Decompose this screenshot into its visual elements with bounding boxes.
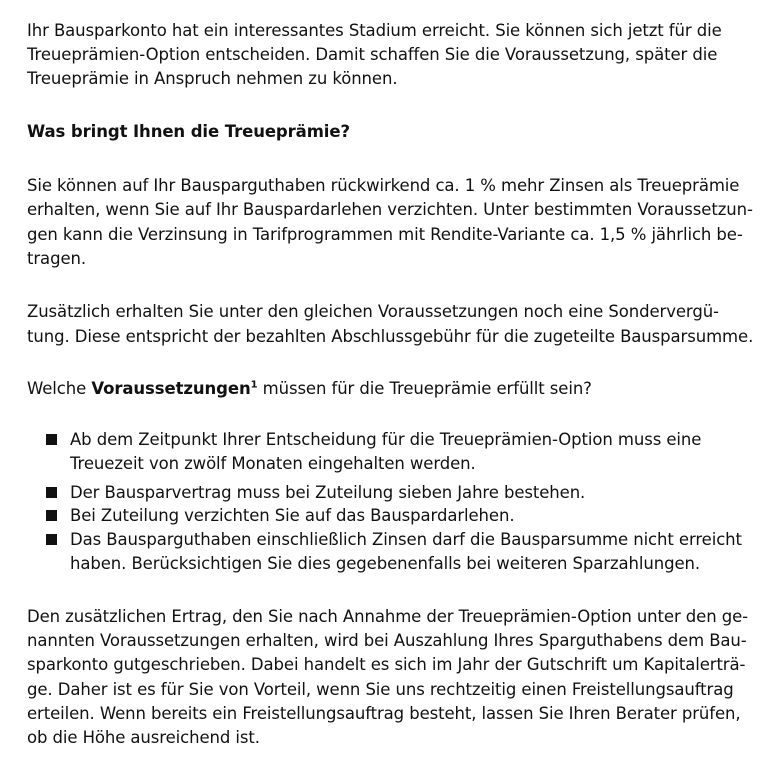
condition-line: Bei Zuteilung verzichten Sie auf das Bauspardarlehen.	[70, 506, 515, 525]
section-heading: Was bringt Ihnen die Treueprämie?	[27, 122, 350, 141]
closing-line: Den zusätzlichen Ertrag, den Sie nach Annahme der Treueprämien-Option unter den ge-	[27, 607, 748, 626]
intro-line: Treueprämie in Anspruch nehmen zu können.	[27, 69, 398, 88]
bonus-line: tung. Diese entspricht der bezahlten Abschlussgebühr für die zugeteilte Bausparsumme.	[27, 327, 754, 346]
question-suffix: müssen für die Treueprämie erfüllt sein?	[257, 379, 592, 398]
closing-line: ob die Höhe ausreichend ist.	[27, 728, 260, 747]
benefit-line: tragen.	[27, 249, 86, 268]
condition-line: Treuezeit von zwölf Monaten eingehalten werden.	[70, 454, 476, 473]
bonus-line: Zusätzlich erhalten Sie unter den gleichen Voraussetzungen noch eine Sondervergü-	[27, 302, 719, 321]
intro-line: Treueprämien-Option entscheiden. Damit schaffen Sie die Voraussetzung, später die	[27, 45, 718, 64]
conditions-question	[27, 378, 592, 400]
benefit-line: erhalten, wenn Sie auf Ihr Bauspardarlehen verzichten. Unter bestimmten Voraussetzun-	[27, 200, 753, 219]
bullet-square-icon	[46, 510, 57, 521]
benefit-line: Sie können auf Ihr Bausparguthaben rückwirkend ca. 1 % mehr Zinsen als Treueprämie	[27, 176, 740, 195]
condition-line: Der Bausparvertrag muss bei Zuteilung sieben Jahre bestehen.	[70, 483, 586, 502]
condition-line: Ab dem Zeitpunkt Ihrer Entscheidung für die Treueprämien-Option muss eine	[70, 430, 702, 449]
closing-line: erteilen. Wenn bereits ein Freistellungsauftrag besteht, lassen Sie Ihren Berater prüfen,	[27, 704, 741, 723]
benefit-line: gen kann die Verzinsung in Tarifprogrammen mit Rendite-Variante ca. 1,5 % jährlich be-	[27, 225, 743, 244]
condition-line: haben. Berücksichtigen Sie dies gegebenenfalls bei weiteren Sparzahlungen.	[70, 554, 701, 573]
intro-line: Ihr Bausparkonto hat ein interessantes Stadium erreicht. Sie können sich jetzt für die	[27, 21, 722, 40]
closing-line: sparkonto gutgeschrieben. Dabei handelt es sich im Jahr der Gutschrift um Kapitalerträ-	[27, 655, 746, 674]
footnote-marker: 1	[250, 379, 258, 391]
closing-line: nannten Voraussetzungen erhalten, wird bei Auszahlung Ihres Sparguthabens dem Bau-	[27, 631, 747, 650]
question-prefix: Welche	[27, 379, 92, 398]
closing-line: ge. Daher ist es für Sie von Vorteil, wenn Sie uns rechtzeitig einen Freistellungsauftrag	[27, 680, 734, 699]
bullet-square-icon	[46, 487, 57, 498]
condition-line: Das Bausparguthaben einschließlich Zinsen darf die Bausparsumme nicht erreicht	[70, 530, 742, 549]
bullet-square-icon	[46, 534, 57, 545]
bullet-square-icon	[46, 434, 57, 445]
question-bold-term: Voraussetzungen	[91, 379, 251, 398]
